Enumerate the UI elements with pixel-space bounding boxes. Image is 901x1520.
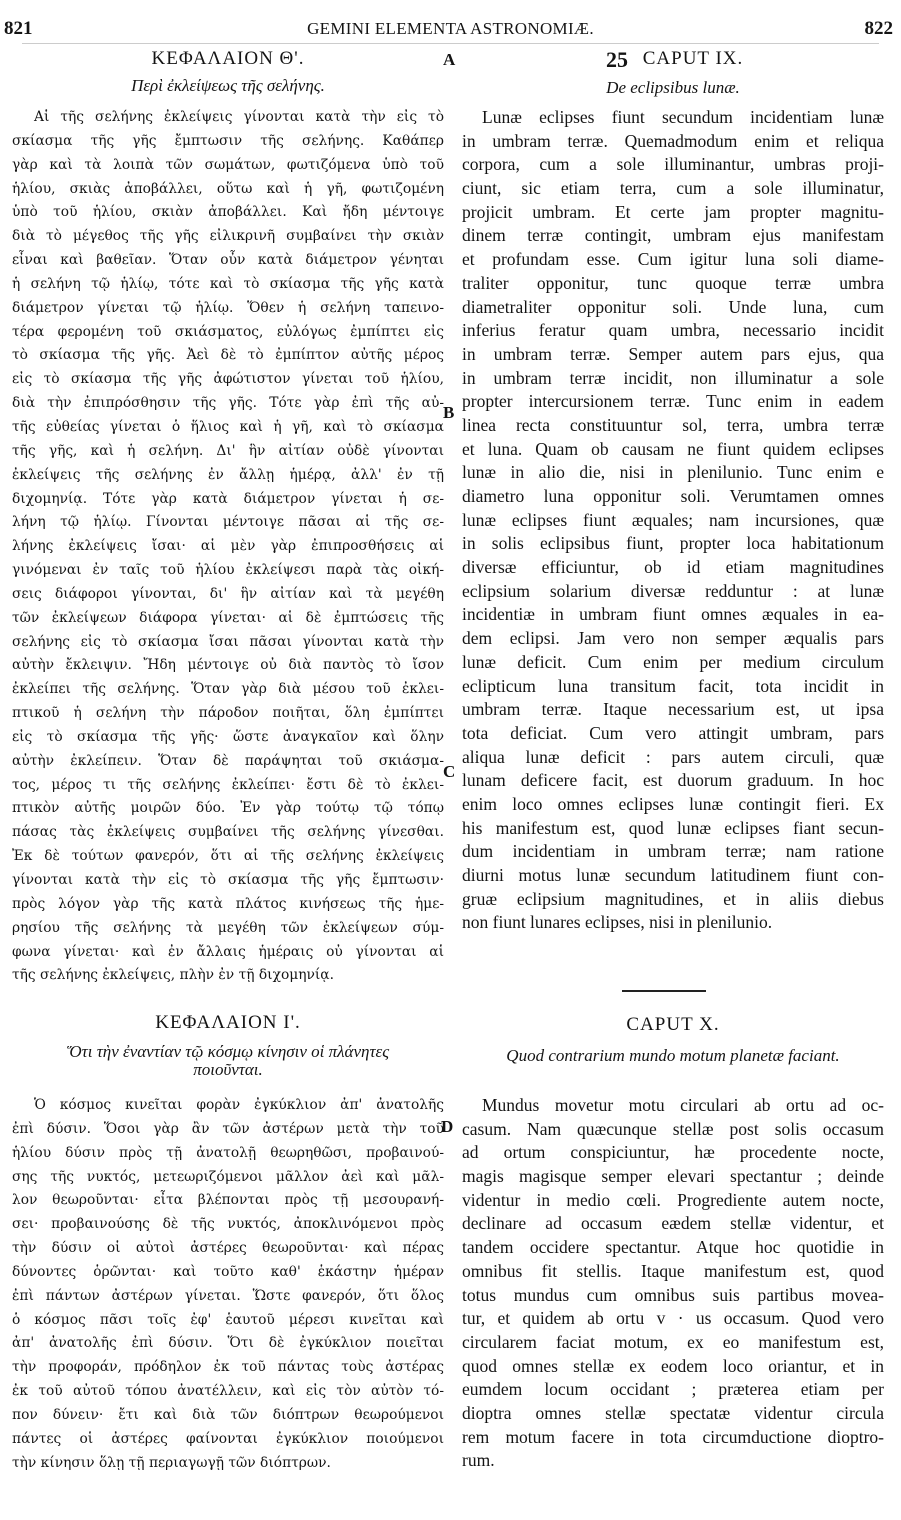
text-line: γὰρ καὶ τὰ λοιπὰ τῶν σωμάτων, φωτιζόμενα ὑπὸ τοῦ — [12, 156, 444, 173]
latin-chapter-9-title: CAPUT IX. — [642, 48, 744, 69]
text-line: εἰς τὸ σκίασμα τῆς γῆς ἀφώτιστον γίνεται τοῦ ἡλίου, — [12, 371, 444, 388]
text-line: διχομηνίᾳ. Τότε γὰρ κατὰ διάμετρον γίνεται ἡ σε- — [12, 490, 444, 507]
section-separator — [622, 990, 706, 992]
text-line: in umbram terræ. Quemadmodum enim et reliqua — [462, 130, 884, 151]
latin-chapter-9-text — [462, 106, 884, 935]
text-line: εἰς τὸ σκίασμα τῆς γῆς· ὥστε ἀναγκαῖον καὶ ὅλην — [12, 728, 444, 745]
text-line: magis magisque semper elevari spectantur ; deinde — [462, 1166, 884, 1187]
text-line: declinare ad occasum eædem stellæ videntur, et — [462, 1213, 884, 1234]
greek-chapter-10-subtitle-line-1: Ὅτι τὴν ἐναντίαν τῷ κόσμῳ κίνησιν οἱ πλάνητες — [66, 1042, 390, 1061]
text-line: aliqua lunæ deficit : pars autem circuli, quæ — [462, 746, 884, 767]
text-line: omnibus fit stellis. Itaque manifestum est, quod — [462, 1260, 884, 1281]
text-line: ad ortum conspiciuntur, hæ procedente nocte, — [462, 1142, 884, 1163]
text-line: tota deficiat. Cum vero attingit umbram, pars — [462, 722, 884, 743]
left-page-number: 821 — [4, 18, 33, 39]
text-line: diurni motus lunæ secundum latitudinem fiunt con- — [462, 865, 884, 885]
text-line: ρησίου τῆς σελήνης τὰ μεγέθη τῶν ἐκλείψεων σύμ- — [12, 919, 444, 936]
text-line: δύνοντες ὁρῶνται· καὶ τοῦτο καθ' ἑκάστην ἡμέραν — [12, 1263, 444, 1280]
text-line: lunæ deficit. Cum enim per medium circulum — [462, 651, 884, 672]
text-line: διὰ τὴν ἐπιπρόσθησιν τῆς γῆς. Τότε γὰρ ἐπὶ τῆς αὐ- — [12, 395, 444, 412]
text-line: diametraliter opponitur soli. Unde luna, cum — [462, 296, 884, 317]
text-line: αὐτὴν ἐκλείπειν. Ὅταν δὲ παράψηται τοῦ σκιάσμα- — [12, 752, 444, 769]
text-line: γινόμεναι ἐν ταῖς τοῦ ἡλίου ἐκλείψεσι παρὰ τὰς οἰκή- — [12, 562, 444, 579]
text-line: totus mundus cum omnibus suis partibus movea- — [462, 1284, 884, 1305]
text-line: σης τῆς νυκτός, μετεωριζόμενοι μᾶλλον ἀεὶ καὶ μᾶλ- — [12, 1168, 444, 1185]
text-line: διάμετρον γίνεται τῷ ἡλίῳ. Ὅθεν ἡ σελήνη ταπεινο- — [12, 299, 444, 316]
text-line: τὴν προφοράν, πρόδηλον ἐκ τοῦ πάντας τοὺς ἀστέρας — [12, 1359, 444, 1376]
text-line: ciunt, sic etiam terra, cum a sole illuminatur, — [462, 178, 884, 199]
text-line: tandem occidere spectantur. Atque hoc quotidie in — [462, 1237, 884, 1258]
text-line: umbram terræ. Itaque necessarium est, ut ipsa — [462, 699, 884, 720]
text-line: φωνα γίνεται· καὶ ἐν ἄλλαις ἡμέραις οὐ γίνονται αἱ — [12, 943, 444, 960]
greek-chapter-9-subtitle: Περὶ ἐκλείψεως τῆς σελήνης. — [131, 76, 325, 95]
text-line: rem motum facere in tota circumductione dioptro- — [462, 1426, 884, 1447]
text-line: lunam deficere facit, est duorum graduum. In hoc — [462, 770, 884, 791]
text-line: ἡλίου, σκιὰς ἀποβάλλει, οὕτω καὶ ἡ γῆ, φωτιζομένη — [12, 180, 444, 197]
text-line: dioptra omnes stellæ spectatæ videntur circula — [462, 1402, 884, 1423]
text-line: τὴν κίνησιν ὅλῃ τῇ περιαγωγῇ τῶν διόπτρων. — [12, 1454, 331, 1471]
text-line: eclipticum luna transitum facit, tota incidit in — [462, 675, 884, 696]
text-line: dinem terræ contingit, umbram ejus manifestam — [462, 225, 884, 246]
text-line: gruæ eclipsium magnitudines, et in aliis diebus — [462, 888, 884, 909]
text-line: circularem faciat motum, ex eo manifestum est, — [462, 1331, 884, 1352]
text-line: Mundus movetur motu circulari ab ortu ad oc- — [482, 1095, 884, 1115]
text-line: ἐκλείψεις τῆς σελήνης ἐν ἄλλῃ ἡμέρᾳ, ἀλλ' ἐν τῇ — [12, 466, 444, 483]
text-line: tur, et quidem ab ortu v · us occasum. Quod vero — [462, 1308, 884, 1329]
text-line: diametro luna opponitur soli. Verumtamen omnes — [462, 486, 884, 506]
text-line: ἡ σελήνη τῷ ἡλίῳ, τότε καὶ τὸ σκίασμα τῆς γῆς κατὰ — [12, 275, 444, 292]
text-line: ἐκ τοῦ αὐτοῦ τόπου ἀνατέλλειν, καὶ εἰς τὸν αὐτὸν τό- — [12, 1383, 444, 1400]
text-line: πτικὸν αὐτῆς μοιρῶν δύο. Ἐν γὰρ τούτῳ τῷ τόπῳ — [12, 800, 444, 817]
text-line: λον θεωροῦνται· εἶτα βλέπονται πρὸς τῇ μεσουρανή- — [12, 1192, 444, 1209]
text-line: εἶναι καὶ βαθεῖαν. Ὅταν οὖν κατὰ διάμετρον γένηται — [12, 252, 444, 269]
text-line: lunæ eclipses fiunt æquales; nam incursiones, quæ — [462, 509, 884, 530]
text-line: ἀπ' ἀνατολῆς ἐπὶ δύσιν. Ὅτι δὲ ἐγκύκλιον ποιεῖται — [12, 1335, 444, 1352]
latin-chapter-10-subtitle: Quod contrarium mundo motum planetæ faciant. — [506, 1046, 840, 1065]
text-line: σεις διάφοροι γίνονται, δι' ἣν αἰτίαν καὶ τὰ μεγέθη — [12, 585, 444, 602]
text-line: rum. — [462, 1450, 495, 1471]
text-line: πτικοῦ ἡ σελήνη τὴν πάροδον ποιῆται, ὅλη ἐμπίπτει — [12, 705, 444, 722]
text-line: propter intercursionem terræ. Tunc enim in eadem — [462, 391, 884, 412]
text-line: lunæ in alio die, nisi in plenilunio. Tunc enim e — [462, 462, 884, 483]
text-line: linea recta constituuntur sol, terra, umbra terræ — [462, 414, 884, 435]
text-line: eclipsium solarium diversæ redduntur : at lunæ — [462, 580, 884, 601]
text-line: σκίασμα τῆς γῆς ἔμπτωσιν τῆς σελήνης. Καθάπερ — [12, 132, 444, 149]
running-header — [4, 18, 897, 42]
greek-chapter-10-subtitle-line-2: ποιοῦνται. — [193, 1060, 263, 1079]
text-line: projicit umbram. Et certe jam propter magnitu- — [462, 201, 884, 222]
margin-marker-c: C — [443, 762, 456, 781]
text-line: enim loco omnes eclipses lunæ contingit fieri. Ex — [462, 793, 884, 814]
text-line: corpora, cum a sole illuminantur, umbras proji- — [462, 154, 884, 175]
greek-chapter-10-title: ΚΕΦΑΛΑΙΟΝ Ι'. — [155, 1012, 301, 1033]
text-line: his manifestum est, quod lunæ eclipses fiant secun- — [462, 817, 884, 838]
text-line: videntur in medio cœli. Progrediente autem nocte, — [462, 1189, 884, 1210]
text-line: τῆς γῆς, καὶ ἡ σελήνη. Δι' ἣν αἰτίαν οὐδὲ γίνονται — [12, 442, 444, 459]
text-line: λήνης ἐκλείψεις ἴσαι· αἱ μὲν γὰρ ἐπιπροσθήσεις αἱ — [12, 538, 444, 555]
running-title: GEMINI ELEMENTA ASTRONOMIÆ. — [307, 19, 594, 38]
text-line: λήνη τῷ ἡλίῳ. Γίνονται μέντοιγε πᾶσαι αἱ τῆς σε- — [12, 514, 444, 531]
text-line: τος, μέρος τι τῆς σελήνης ἐκλείπει· ἔστι δὲ τὸ ἐκλει- — [12, 776, 444, 793]
text-line: eumdem locum occidant ; præterea etiam per — [462, 1379, 884, 1400]
greek-chapter-9-title: ΚΕΦΑΛΑΙΟΝ Θ'. — [151, 48, 305, 69]
text-line: quod omnes stellæ ex eodem loco oriantur, et in — [462, 1355, 884, 1376]
text-line: in umbram terræ. Semper autem pars ejus, qua — [462, 343, 884, 364]
text-line: et luna. Quam ob causam ne fiunt quidem eclipses — [462, 438, 884, 459]
latin-chapter-10-title: CAPUT X. — [626, 1014, 720, 1035]
text-line: Ὁ κόσμος κινεῖται φορὰν ἐγκύκλιον ἀπ' ἀνατολῆς — [34, 1097, 444, 1113]
text-line: τῶν ἐκλείψεων διάφορα γίνεται· αἱ δὲ ἐμπτώσεις τῆς — [12, 609, 444, 626]
text-line: et profundam esse. Cum igitur luna soli diame- — [462, 249, 884, 270]
text-line: diversæ efficiuntur, ob id etiam magnitudines — [462, 557, 884, 578]
header-rule — [22, 43, 879, 44]
text-line: γίνονται κατὰ τὴν εἰς τὸ σκίασμα τῆς γῆς ἔμπτωσιν· — [12, 872, 444, 888]
text-line: Lunæ eclipses fiunt secundum incidentiam lunæ — [482, 107, 884, 127]
text-line: in umbram terræ incidit, non illuminatur a sole — [462, 367, 884, 388]
greek-chapter-10-text — [12, 1094, 444, 1476]
text-line: inferius feratur quam umbra, necessario incidit — [462, 320, 884, 341]
latin-chapter-10-text — [462, 1094, 884, 1473]
text-line: διὰ τὸ μέγεθος τῆς γῆς εἰλικρινῆ συμβαίνει τὴν σκιὰν — [12, 228, 444, 245]
margin-marker-a: A — [443, 50, 456, 69]
text-line: Ἐκ δὲ τούτων φανερόν, ὅτι αἱ τῆς σελήνης ἐκλείψεις — [12, 848, 444, 865]
text-line: πον δύνειν· ἔτι καὶ διὰ τῶν διόπτρων θεωρούμενοι — [12, 1406, 444, 1423]
text-line: σει· προβαινούσης δὲ τῆς νυκτός, ἀποκλινόμενοι πρὸς — [12, 1216, 444, 1233]
latin-chapter-9-subtitle: De eclipsibus lunæ. — [606, 78, 740, 97]
text-line: πάντες οἱ ἀστέρες φαίνονται ἐγκύκλιον ποιούμενοι — [12, 1430, 444, 1447]
text-line: non fiunt lunares eclipses, nisi in plenilunio. — [462, 912, 773, 933]
margin-marker-d: D — [441, 1117, 454, 1136]
text-line: traliter opponitur, tunc quoque terræ umbra — [462, 272, 884, 293]
text-line: ἐπὶ δύσιν. Ὅσοι γὰρ ἂν τῶν ἀστέρων μετὰ τὴν τοῦ — [12, 1120, 444, 1137]
right-page-number: 822 — [864, 18, 893, 39]
greek-chapter-9-text — [12, 106, 444, 988]
text-line: incidentiæ in umbram fiunt omnes æquales in ea- — [462, 604, 884, 625]
text-line: dem eclipsi. Jam vero non semper æqualis pars — [462, 628, 884, 649]
margin-marker-b: B — [443, 403, 455, 422]
text-line: πάσας τὰς ἐκλείψεις συμβαίνει τῆς σελήνης γίνεσθαι. — [12, 824, 444, 841]
text-line: ὁ κόσμος πᾶσι τοῖς ἐφ' ἑαυτοῦ μέρεσι κινεῖται καὶ — [12, 1311, 444, 1328]
text-line: τέρα φερομένη τοῦ σκιάσματος, εὐλόγως ἐμπίπτει εἰς — [12, 323, 444, 340]
text-line: αὐτὴν ἔκλειψιν. Ἤδη μέντοιγε οὐ διὰ παντὸς τὸ ἴσον — [12, 657, 444, 674]
text-line: in solis eclipsibus fiunt, propter loca habitationum — [462, 533, 884, 554]
section-number: 25 — [606, 47, 628, 72]
text-line: ἐπὶ πάντων ἀστέρων γίνεται. Ὥστε φανερόν, ὅτι ὅλος — [12, 1287, 444, 1304]
text-line: ἡλίου δύσιν πρὸς τῇ ἀνατολῇ θεωρηθῶσι, προβαινού- — [12, 1144, 444, 1161]
text-line: τὴν δύσιν οἱ αὐτοὶ ἀστέρες θεωροῦνται· καὶ πέρας — [12, 1240, 444, 1257]
text-line: Αἱ τῆς σελήνης ἐκλείψεις γίνονται κατὰ τὴν εἰς τὸ — [34, 109, 444, 125]
text-line: ὑπὸ τοῦ ἡλίου, σκιὰν ἀποβάλλει. Καὶ ἤδη μέντοιγε — [12, 204, 444, 221]
text-line: ἐκλείπει τῆς σελήνης. Ὅταν γὰρ διὰ μέσου τοῦ ἐκλει- — [12, 681, 444, 698]
text-line: τῆς σελήνης ἐκλείψεις, πλὴν ἐν τῇ διχομηνίᾳ. — [12, 967, 334, 984]
text-line: πρὸς λόγον γὰρ τῆς κατὰ πλάτος κινήσεως τῆς ἡμε- — [12, 895, 444, 912]
text-line: τὸ σκίασμα τῆς γῆς. Ἀεὶ δὲ τὸ ἐμπίπτον αὐτῆς μέρος — [12, 347, 444, 364]
greek-chapter-10-subtitle — [12, 1043, 444, 1079]
text-line: σελήνης εἰς τὸ σκίασμα ἴσαι πᾶσαι γίνονται κατὰ τὴν — [12, 633, 444, 650]
text-line: dum incidentiam in umbram terræ; nam ratione — [462, 841, 884, 862]
text-line: τῆς εὐθείας γίνεται ὁ ἥλιος καὶ ἡ γῆ, καὶ τὸ σκίασμα — [12, 418, 444, 435]
text-line: casum. Nam quæcunque stellæ post solis occasum — [462, 1118, 884, 1139]
